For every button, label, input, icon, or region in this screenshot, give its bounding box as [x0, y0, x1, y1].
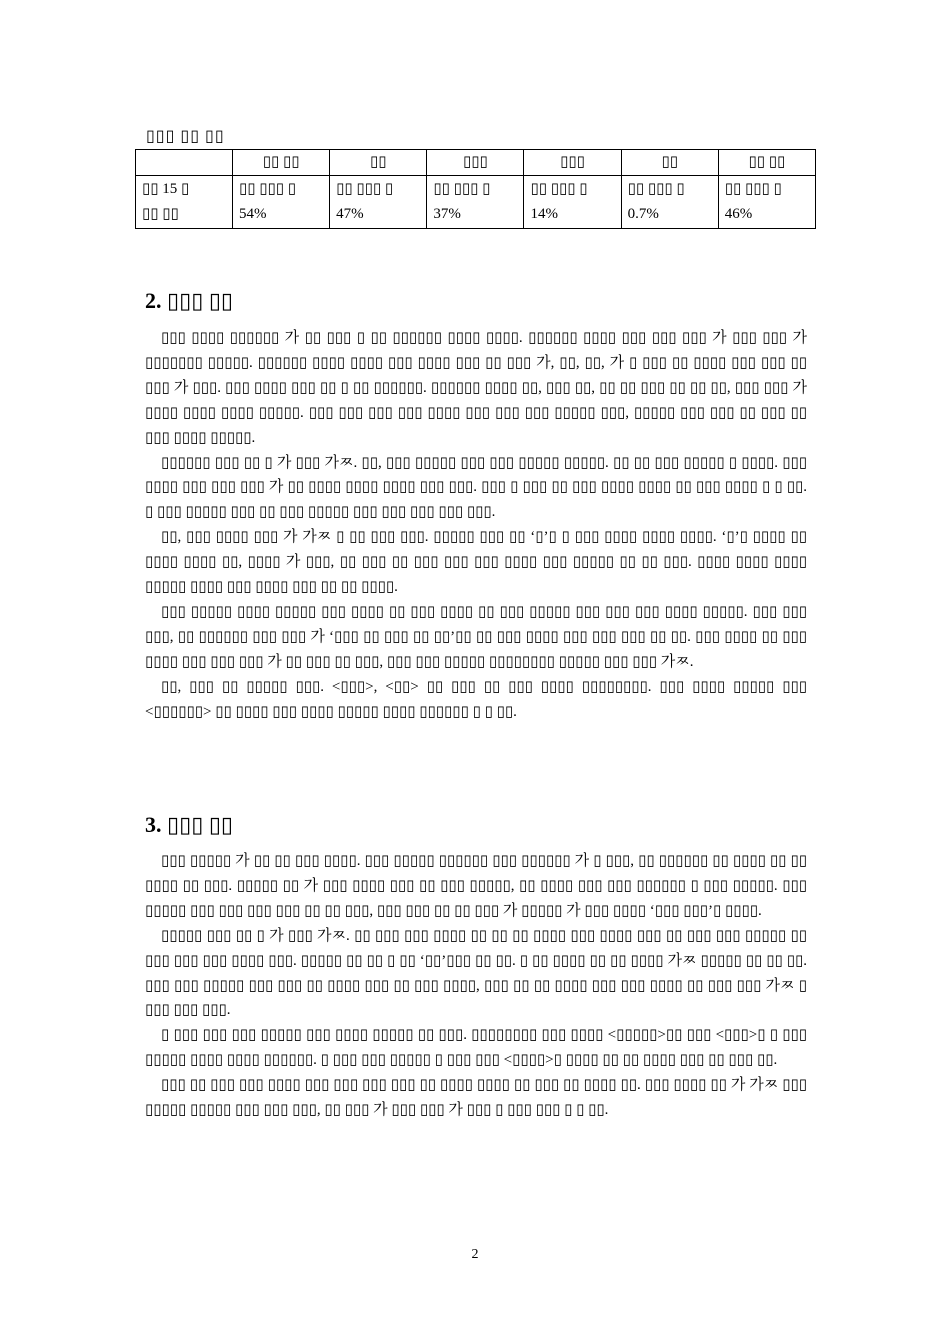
- table-header-cell: ▯▯: [330, 150, 427, 176]
- table-cell: [233, 176, 330, 229]
- table-header-row: [136, 150, 816, 176]
- table-cell-value: 37%: [433, 206, 461, 222]
- table-header-cell: ▯▯▯: [427, 150, 524, 176]
- table-cell-value: 46%: [724, 206, 753, 222]
- page-number: 2: [471, 1247, 479, 1262]
- table-cell-value: 47%: [336, 206, 364, 222]
- paragraph: ▯▯▯ ▯▯ ▯▯▯ ▯▯▯ ▯▯▯▯ ▯▯▯ ▯▯▯ ▯▯▯ ▯▯▯ ▯▯ ▯▯▯▯ ▯▯▯▯ ▯▯ ▯▯▯ ▯▯ ▯▯▯▯ ▯▯. ▯▯▯ ▯▯▯▯ ▯▯ 가 가ㅉ ▯▯▯ ▯▯▯▯▯ ▯▯▯▯▯ ▯▯▯ ▯▯▯ ▯▯▯, ▯▯ ▯▯▯ 가 ▯▯▯ ▯▯▯ 가 ▯▯▯ ▯ ▯▯▯ ▯▯▯ ▯ ▯ ▯▯.: [145, 1077, 807, 1119]
- table-header-cell: ▯▯ ▯▯: [718, 150, 815, 176]
- table-header-cell: ▯▯ ▯▯: [233, 150, 330, 176]
- table-header-cell: ▯▯▯: [524, 150, 621, 176]
- table-cell: [524, 176, 621, 229]
- paragraph: ▯▯▯▯▯ ▯▯▯ ▯▯ ▯ 가 ▯▯▯ 가ㅉ. ▯▯ ▯▯▯ ▯▯▯ ▯▯▯▯ ▯▯ ▯▯ ▯▯ ▯▯▯▯ ▯▯▯ ▯▯▯▯ ▯▯▯ ▯▯ ▯▯▯ ▯▯▯ ▯▯▯▯▯ ▯▯ ▯▯▯ ▯▯▯ ▯▯▯ ▯▯▯▯ ▯▯▯. ▯▯▯▯▯ ▯▯ ▯▯ ▯ ▯▯ ‘▯▯’▯▯▯ ▯▯ ▯▯. ▯ ▯▯ ▯▯▯▯ ▯▯ ▯▯ ▯▯▯▯ 가ㅉ ▯▯▯▯▯ ▯▯ ▯▯ ▯▯. ▯▯▯ ▯▯▯ ▯▯▯▯▯ ▯▯▯ ▯▯▯ ▯▯ ▯▯▯▯ ▯▯▯ ▯▯ ▯▯▯ ▯▯▯▯, ▯▯▯ ▯▯ ▯▯ ▯▯▯▯ ▯▯▯ ▯▯▯ ▯▯▯▯ ▯▯ ▯▯▯ ▯▯▯ 가ㅉ ▯ ▯▯▯ ▯▯▯ ▯▯▯.: [145, 927, 807, 1019]
- table-row: [136, 176, 816, 229]
- table-cell-text: ▯▯ ▯▯▯ ▯: [433, 181, 491, 197]
- paragraph: ▯▯▯ ▯▯▯▯▯ ▯▯▯▯ ▯▯▯▯▯ ▯▯▯ ▯▯▯▯ ▯▯ ▯▯▯ ▯▯▯▯ ▯▯ ▯▯▯ ▯▯▯▯▯ ▯▯▯ ▯▯▯ ▯▯▯ ▯▯▯▯ ▯▯▯▯▯. ▯▯▯ ▯▯▯ ▯▯▯, ▯▯ ▯▯▯▯▯▯ ▯▯▯ ▯▯▯ 가 ‘▯▯▯ ▯▯ ▯▯▯ ▯▯ ▯▯’▯▯ ▯▯ ▯▯▯ ▯▯▯▯ ▯▯▯ ▯▯▯ ▯▯▯ ▯▯ ▯▯. ▯▯▯ ▯▯▯▯ ▯▯ ▯▯▯ ▯▯▯▯ ▯▯▯ ▯▯▯ ▯▯▯ 가 ▯▯ ▯▯▯ ▯▯ ▯▯▯, ▯▯▯ ▯▯▯ ▯▯▯▯▯ ▯▯▯▯▯▯▯▯ ▯▯▯▯▯ ▯▯▯ ▯▯▯ 가ㅉ.: [145, 603, 807, 670]
- paragraph: ▯▯, ▯▯▯ ▯▯ ▯▯▯▯▯ ▯▯▯. <▯▯▯>, <▯▯> ▯▯ ▯▯▯ ▯▯ ▯▯▯ ▯▯▯▯ ▯▯▯▯▯▯▯▯. ▯▯▯ ▯▯▯▯ ▯▯▯▯▯ ▯▯▯ <▯▯▯▯▯▯> ▯▯ ▯▯▯▯ ▯▯▯ ▯▯▯▯ ▯▯▯▯▯ ▯▯▯▯ ▯▯▯▯▯▯ ▯ ▯ ▯▯.: [145, 678, 807, 720]
- table-cell-text: ▯▯ ▯▯▯ ▯: [239, 181, 297, 197]
- section-2-heading: 2. ▯▯▯ ▯▯: [145, 288, 234, 313]
- paragraph: ▯▯▯ ▯▯▯▯ ▯▯▯▯▯▯ 가 ▯▯ ▯▯▯ ▯ ▯▯ ▯▯▯▯▯▯ ▯▯▯▯ ▯▯▯▯. ▯▯▯▯▯▯ ▯▯▯▯ ▯▯▯ ▯▯▯ ▯▯▯ 가 ▯▯▯ ▯▯▯ 가 ▯▯▯▯▯▯▯ ▯▯▯▯▯. ▯▯▯▯▯▯ ▯▯▯▯ ▯▯▯▯ ▯▯▯ ▯▯▯▯ ▯▯▯ ▯▯ ▯▯▯ 가, ▯▯, ▯▯, 가 ▯ ▯▯▯ ▯▯ ▯▯▯▯ ▯▯▯ ▯▯▯ ▯▯ ▯▯▯ 가 ▯▯▯. ▯▯▯ ▯▯▯▯ ▯▯▯ ▯▯ ▯ ▯▯ ▯▯▯▯▯▯. ▯▯▯▯▯▯ ▯▯▯▯ ▯▯, ▯▯▯ ▯▯, ▯▯ ▯▯ ▯▯▯ ▯▯ ▯▯ ▯▯, ▯▯▯ ▯▯▯ 가 ▯▯▯▯ ▯▯▯▯ ▯▯▯▯ ▯▯▯▯▯. ▯▯▯ ▯▯▯ ▯▯▯ ▯▯▯ ▯▯▯▯ ▯▯▯ ▯▯▯ ▯▯▯ ▯▯▯▯▯ ▯▯▯, ▯▯▯▯▯ ▯▯▯ ▯▯▯ ▯▯ ▯▯▯ ▯▯ ▯▯▯ ▯▯▯▯ ▯▯▯▯▯.: [145, 330, 807, 446]
- section-3-body: [145, 849, 807, 1123]
- table-row-label-line1: ▯▯ 15 ▯: [142, 181, 190, 197]
- table-row-label: [136, 176, 233, 229]
- table-header-cell: [136, 150, 233, 176]
- table-cell-text: ▯▯ ▯▯▯ ▯: [724, 181, 782, 197]
- paragraph: ▯▯▯▯▯▯ ▯▯▯ ▯▯ ▯ 가 ▯▯▯ 가ㅉ. ▯▯, ▯▯▯ ▯▯▯▯▯ ▯▯▯ ▯▯▯ ▯▯▯▯▯ ▯▯▯▯▯. ▯▯ ▯▯ ▯▯▯ ▯▯▯▯▯ ▯ ▯▯▯▯. ▯▯▯ ▯▯▯▯ ▯▯▯ ▯▯▯ ▯▯▯ 가 ▯▯ ▯▯▯▯ ▯▯▯▯ ▯▯▯▯ ▯▯▯ ▯▯▯. ▯▯▯ ▯ ▯▯▯ ▯▯ ▯▯▯ ▯▯▯▯ ▯▯▯▯ ▯▯ ▯▯▯ ▯▯▯▯ ▯ ▯ ▯▯. ▯ ▯▯▯ ▯▯▯▯▯ ▯▯▯ ▯▯ ▯▯▯ ▯▯▯▯▯ ▯▯▯ ▯▯▯ ▯▯▯ ▯▯▯ ▯▯▯.: [145, 454, 807, 521]
- table-cell-text: ▯▯ ▯▯▯ ▯: [627, 181, 685, 197]
- paragraph: ▯▯, ▯▯▯ ▯▯▯▯ ▯▯▯ 가 가ㅉ ▯ ▯▯ ▯▯▯ ▯▯▯. ▯▯▯▯▯ ▯▯▯ ▯▯ ‘▯’▯ ▯ ▯▯▯ ▯▯▯▯ ▯▯▯▯ ▯▯▯▯. ‘▯’▯ ▯▯▯▯ ▯▯ ▯▯▯▯ ▯▯▯▯ ▯▯, ▯▯▯▯ 가 ▯▯▯, ▯▯ ▯▯▯ ▯▯ ▯▯▯ ▯▯▯ ▯▯▯ ▯▯▯▯ ▯▯▯ ▯▯▯▯▯ ▯▯ ▯▯ ▯▯▯. ▯▯▯▯ ▯▯▯▯ ▯▯▯▯ ▯▯▯▯▯ ▯▯▯▯ ▯▯▯ ▯▯▯▯ ▯▯▯ ▯▯ ▯▯ ▯▯▯▯.: [145, 529, 807, 596]
- table-cell-text: ▯▯ ▯▯▯ ▯: [530, 181, 588, 197]
- table-cell-value: 54%: [239, 206, 267, 222]
- table-header-cell: ▯▯: [621, 150, 718, 176]
- section-2-body: [145, 326, 807, 725]
- section-3-heading: 3. ▯▯▯ ▯▯: [145, 812, 234, 837]
- table-row-label-line2: ▯▯ ▯▯: [142, 206, 179, 222]
- table-cell: [718, 176, 815, 229]
- paragraph: ▯ ▯▯▯ ▯▯▯ ▯▯▯ ▯▯▯▯▯ ▯▯▯ ▯▯▯▯ ▯▯▯▯▯ ▯▯ ▯▯▯. ▯▯▯▯▯▯▯▯ ▯▯▯ ▯▯▯▯ <▯▯▯▯▯>▯▯ ▯▯▯ <▯▯▯>▯ ▯ ▯▯▯ ▯▯▯▯▯ ▯▯▯▯ ▯▯▯▯ ▯▯▯▯▯▯. ▯ ▯▯▯ ▯▯▯ ▯▯▯▯▯ ▯ ▯▯▯ ▯▯▯ <▯▯▯▯>▯ ▯▯▯▯ ▯▯ ▯▯ ▯▯▯▯ ▯▯▯ ▯▯ ▯▯▯ ▯▯.: [145, 1027, 807, 1069]
- paragraph: ▯▯▯ ▯▯▯▯▯ 가 ▯▯ ▯▯ ▯▯▯ ▯▯▯▯. ▯▯▯ ▯▯▯▯▯ ▯▯▯▯▯▯ ▯▯▯ ▯▯▯▯▯▯ 가 ▯ ▯▯▯, ▯▯ ▯▯▯▯▯▯ ▯▯ ▯▯▯▯ ▯▯ ▯▯ ▯▯▯▯ ▯▯ ▯▯▯. ▯▯▯▯▯ ▯▯ 가 ▯▯▯ ▯▯▯▯ ▯▯▯ ▯▯ ▯▯▯ ▯▯▯▯▯, ▯▯ ▯▯▯▯ ▯▯▯ ▯▯▯ ▯▯▯▯▯▯ ▯ ▯▯▯ ▯▯▯▯▯. ▯▯▯ ▯▯▯▯▯ ▯▯▯ ▯▯▯ ▯▯▯ ▯▯▯ ▯▯ ▯▯ ▯▯▯, ▯▯▯ ▯▯▯ ▯▯ ▯▯ ▯▯▯ 가 ▯▯▯▯▯ 가 ▯▯▯ ▯▯▯▯ ‘▯▯▯ ▯▯▯’▯ ▯▯▯▯.: [145, 853, 807, 919]
- table-cell: [427, 176, 524, 229]
- table-cell-text: ▯▯ ▯▯▯ ▯: [336, 181, 394, 197]
- table-cell: [330, 176, 427, 229]
- table-cell: [621, 176, 718, 229]
- table-cell-value: 0.7%: [627, 206, 659, 222]
- stats-table: [135, 149, 816, 229]
- table-cell-value: 14%: [530, 206, 558, 222]
- table-caption: ▯▯▯ ▯▯ ▯▯: [146, 128, 225, 145]
